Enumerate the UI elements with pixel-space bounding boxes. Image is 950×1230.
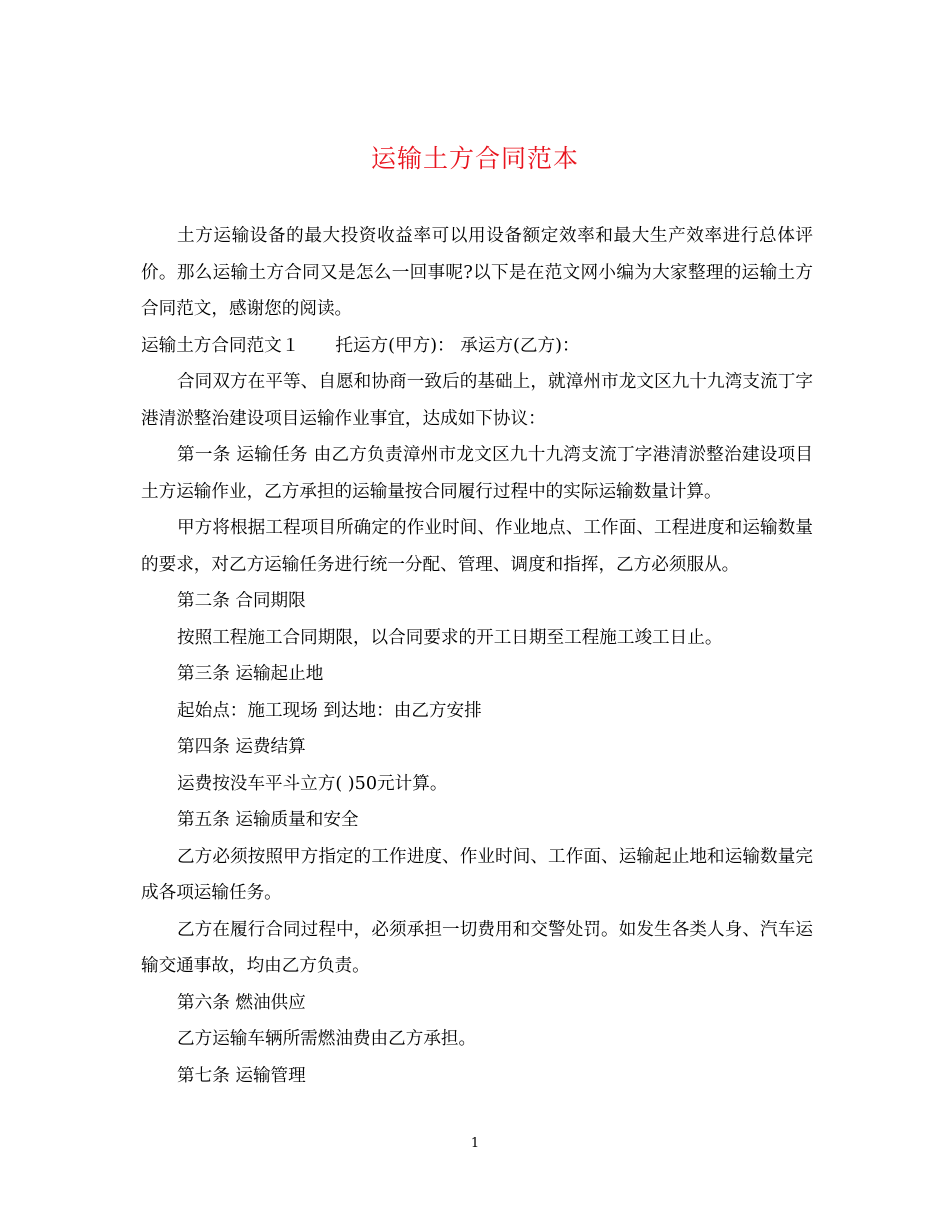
article-4-paragraph: 运费按没车平斗立方( )50元计算。 [177,773,448,794]
article-2-paragraph: 按照工程施工合同期限，以合同要求的开工日期至工程施工竣工日止。 [177,627,723,648]
sample-heading: 运输土方合同范文１ [141,335,300,356]
page-number: 1 [470,1136,480,1151]
article-3-paragraph: 起始点：施工现场 到达地：由乙方安排 [177,700,482,721]
article-5-heading: 第五条 运输质量和安全 [177,810,359,830]
sample-heading-line [141,328,813,365]
article-4-heading: 第四条 运费结算 [177,737,306,757]
article-5-paragraph-2: 乙方在履行合同过程中，必须承担一切费用和交警处罚。如发生各类人身、汽车运输交通事故，均由乙方负责。 [141,919,813,976]
intro-paragraph: 土方运输设备的最大投资收益率可以用设备额定效率和最大生产效率进行总体评价。那么运输土方合同又是怎么一回事呢?以下是在范文网小编为大家整理的运输土方合同范文，感谢您的阅读。 [141,226,813,319]
article-6-paragraph: 乙方运输车辆所需燃油费由乙方承担。 [177,1029,477,1049]
article-5-paragraph-1: 乙方必须按照甲方指定的工作进度、作业时间、工作面、运输起止地和运输数量完成各项运输任务。 [141,846,813,903]
contract-parties: 托运方(甲方)： 承运方(乙方)： [335,335,580,356]
article-7-heading: 第七条 运输管理 [177,1065,306,1086]
preamble-paragraph: 合同双方在平等、自愿和协商一致后的基础上，就漳州市龙文区九十九湾支流丁字港清淤整治建设项目运输作业事宜，达成如下协议： [141,372,813,429]
article-6-heading: 第六条 燃油供应 [177,992,306,1013]
document-body [141,218,813,1094]
article-3-heading: 第三条 运输起止地 [177,664,324,684]
article-1-detail-paragraph: 甲方将根据工程项目所确定的作业时间、作业地点、工作面、工程进度和运输数量的要求，对乙方运输任务进行统一分配、管理、调度和指挥，乙方必须服从。 [141,518,813,575]
article-2-heading: 第二条 合同期限 [177,591,306,611]
article-1-paragraph: 第一条 运输任务 由乙方负责漳州市龙文区九十九湾支流丁字港清淤整治建设项目土方运输作业，乙方承担的运输量按合同履行过程中的实际运输数量计算。 [141,445,813,502]
document-title: 运输土方合同范本 [370,144,579,173]
